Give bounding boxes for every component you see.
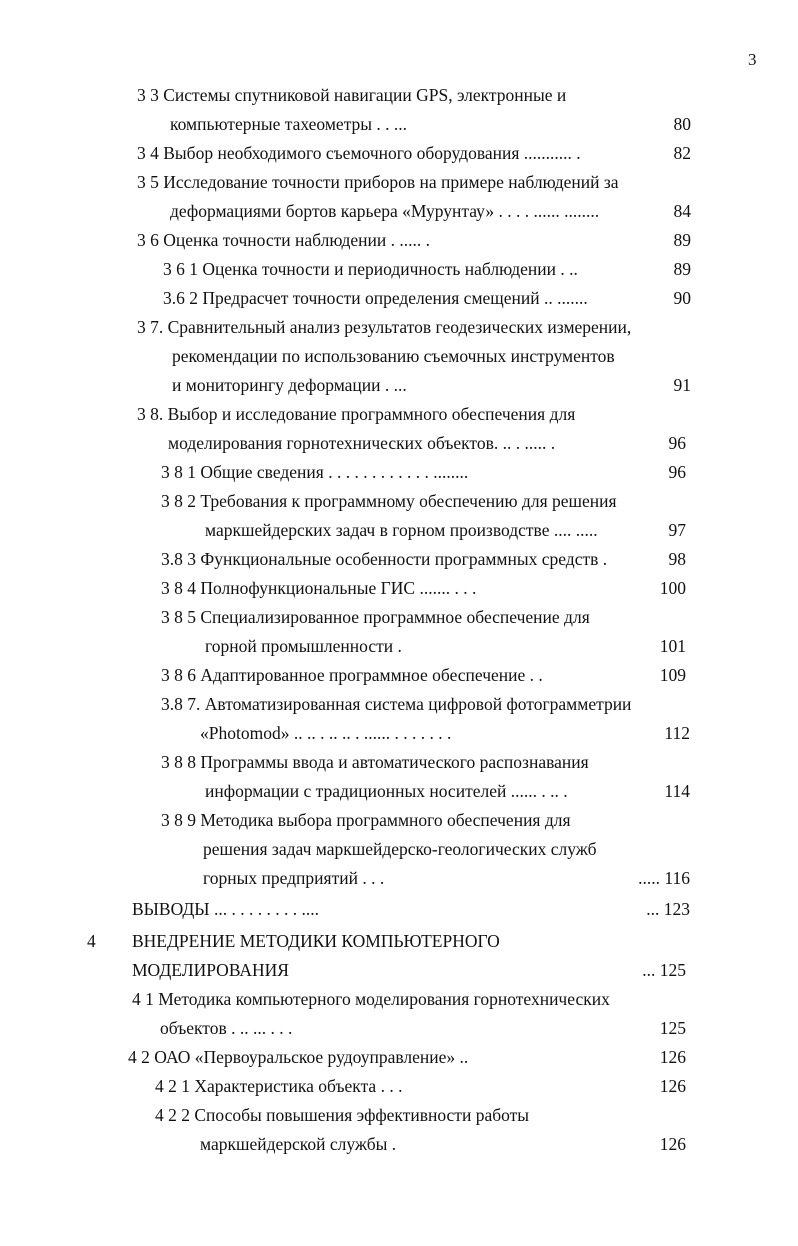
- toc-entry-3-8-8-cont: информации с традиционных носителей ...... . .. .: [205, 781, 568, 801]
- toc-page: 89: [673, 230, 691, 250]
- toc-entry-3-7: 3 7. Сравнительный анализ результатов геодезических измерении,: [137, 317, 632, 337]
- toc-page: 114: [664, 781, 690, 801]
- toc-entry-3-8-7: 3.8 7. Автоматизированная система цифровой фотограмметрии: [161, 694, 632, 714]
- toc-page: 100: [659, 578, 686, 598]
- toc-entry-3-8-8: 3 8 8 Программы ввода и автоматического распознавания: [161, 752, 589, 772]
- toc-page: 125: [659, 1018, 686, 1038]
- toc-entry-4-2-1: 4 2 1 Характеристика объекта . . .: [155, 1076, 403, 1096]
- toc-page: 112: [664, 723, 690, 743]
- toc-page: 82: [673, 143, 691, 163]
- toc-page: 90: [673, 288, 691, 308]
- toc-entry-conclusions: ВЫВОДЫ ... . . . . . . . . ....: [132, 899, 319, 919]
- toc-entry-3-8-5: 3 8 5 Специализированное программное обеспечение для: [161, 607, 590, 627]
- toc-entry-3-8-9-cont: горных предприятий . . .: [203, 868, 385, 888]
- toc-page: 97: [668, 520, 686, 540]
- toc-page: 126: [659, 1134, 686, 1154]
- toc-entry-chapter-4-cont: МОДЕЛИРОВАНИЯ: [132, 960, 289, 980]
- toc-page: ..... 116: [638, 868, 690, 888]
- toc-page: 96: [668, 462, 686, 482]
- toc-entry-3-8-5-cont: горной промышленности .: [205, 636, 402, 656]
- toc-entry-3-8-3: 3.8 3 Функциональные особенности программных средств .: [161, 549, 608, 569]
- toc-entry-3-8: 3 8. Выбор и исследование программного обеспечения для: [137, 404, 576, 424]
- toc-entry-3-5-cont: деформациями бортов карьера «Мурунтау» . . . . ...... ........: [170, 201, 600, 221]
- toc-entry-3-7-cont: и мониторингу деформации . ...: [172, 375, 407, 395]
- toc-page: 89: [673, 259, 691, 279]
- toc-entry-3-8-2-cont: маркшейдерских задач в горном производстве .... .....: [205, 520, 598, 540]
- toc-entry-3-8-2: 3 8 2 Требования к программному обеспечению для решения: [161, 491, 617, 511]
- toc-entry-4-2-2-cont: маркшейдерской службы .: [200, 1134, 397, 1154]
- toc-entry-3-8-9: 3 8 9 Методика выбора программного обеспечения для: [161, 810, 571, 830]
- toc-page: 126: [659, 1047, 686, 1067]
- toc-entry-3-8-7-cont: «Photomod» .. .. . .. .. . ...... . . . . . . .: [200, 723, 452, 743]
- toc-entry-4-1-cont: объектов . .. ... . . .: [160, 1018, 293, 1038]
- toc-page: 80: [673, 114, 691, 134]
- toc-entry-3-6: 3 6 Оценка точности наблюдении . ..... .: [137, 230, 431, 250]
- toc-entry-4-1: 4 1 Методика компьютерного моделирования горнотехнических: [132, 989, 610, 1009]
- toc-entry-3-7-cont: рекомендации по использованию съемочных инструментов: [172, 346, 615, 366]
- toc-page: ... 123: [646, 899, 690, 919]
- toc-entry-3-5: 3 5 Исследование точности приборов на примере наблюдений за: [137, 172, 619, 192]
- toc-page: 109: [659, 665, 686, 685]
- toc-entry-3-8-4: 3 8 4 Полнофункциональные ГИС ....... . . .: [161, 578, 477, 598]
- toc-page: 96: [668, 433, 686, 453]
- toc-page: 84: [673, 201, 691, 221]
- toc-entry-3-3: 3 3 Системы спутниковой навигации GPS, электронные и: [137, 85, 567, 105]
- toc-entry-4-2-2: 4 2 2 Способы повышения эффективности работы: [155, 1105, 530, 1125]
- page-number: 3: [748, 50, 757, 69]
- toc-entry-4-2: 4 2 ОАО «Первоуральское рудоуправление» ..: [128, 1047, 469, 1067]
- toc-page: 98: [668, 549, 686, 569]
- toc-page: 126: [659, 1076, 686, 1096]
- toc-entry-3-4: 3 4 Выбор необходимого съемочного оборудования ........... .: [137, 143, 581, 163]
- toc-entry-3-3-cont: компьютерные тахеометры . . ...: [170, 114, 408, 134]
- toc-entry-3-8-1: 3 8 1 Общие сведения . . . . . . . . . . . . ........: [161, 462, 469, 482]
- toc-entry-3-6-2: 3.6 2 Предрасчет точности определения смещений .. .......: [163, 288, 588, 308]
- toc-entry-3-6-1: 3 6 1 Оценка точности и периодичность наблюдении . ..: [163, 259, 578, 279]
- toc-page: 101: [659, 636, 686, 656]
- toc-entry-3-8-9-cont: решения задач маркшейдерско-геологических служб: [203, 839, 597, 859]
- toc-page: 91: [673, 375, 691, 395]
- toc-entry-chapter-4: ВНЕДРЕНИЕ МЕТОДИКИ КОМПЬЮТЕРНОГО: [132, 931, 500, 951]
- toc-entry-3-8-6: 3 8 6 Адаптированное программное обеспечение . .: [161, 665, 543, 685]
- toc-page: ... 125: [642, 960, 686, 980]
- chapter-number: 4: [87, 931, 96, 951]
- toc-entry-3-8-cont: моделирования горнотехнических объектов. .. . ..... .: [168, 433, 556, 453]
